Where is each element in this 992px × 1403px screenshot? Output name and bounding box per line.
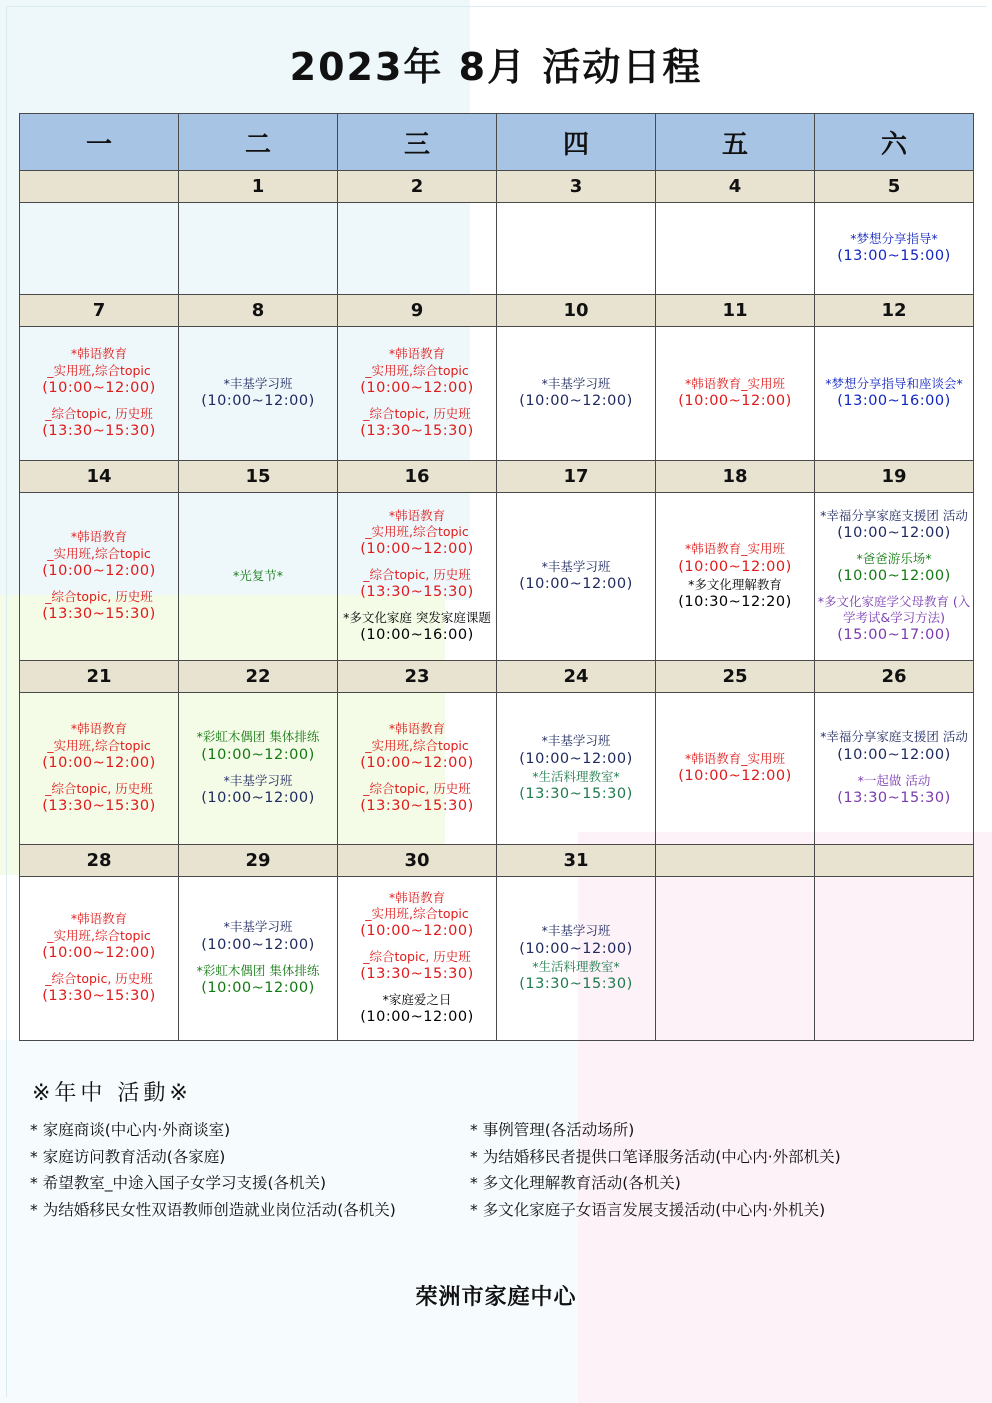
event-time: (10:00~12:00) [678, 768, 792, 785]
date-number [20, 171, 179, 203]
event-time: (13:30~15:30) [42, 797, 156, 814]
event-time: (13:30~15:30) [42, 605, 156, 622]
day-cell [20, 327, 179, 461]
event-time: (10:00~12:00) [519, 940, 633, 957]
event-time: (10:00~12:00) [519, 576, 633, 593]
organization-name: 荣洲市家庭中心 [415, 1285, 577, 1310]
date-number: 10 [497, 295, 656, 327]
date-number: 2 [338, 171, 497, 203]
event-name: *韩语教育 [70, 346, 128, 362]
events-row [20, 693, 974, 845]
event-name: _综合topic, 历史班 [363, 780, 471, 796]
day-cell [656, 877, 815, 1041]
yearly-item: * 多文化家庭子女语言发展支援活动(中心内·外机关) [470, 1197, 841, 1224]
event-name: *多文化家庭 突发家庭课题 [343, 610, 491, 626]
event-name: *丰基学习班 [223, 375, 293, 391]
day-cell [338, 203, 497, 295]
event-time: (10:00~12:00) [519, 750, 633, 767]
day-cell [20, 203, 179, 295]
yearly-item: * 为结婚移民女性双语教师创造就业岗位活动(各机关) [30, 1197, 396, 1224]
date-number: 15 [179, 461, 338, 493]
date-number: 29 [179, 845, 338, 877]
event-time: (10:00~12:00) [678, 393, 792, 410]
event-time: (15:00~17:00) [837, 627, 951, 644]
date-number: 24 [497, 661, 656, 693]
event-name: _实用班,综合topic [47, 362, 151, 378]
date-number: 4 [656, 171, 815, 203]
date-number: 14 [20, 461, 179, 493]
date-number [815, 845, 974, 877]
date-number: 17 [497, 461, 656, 493]
day-cell [338, 877, 497, 1041]
event-name: *一起做 活动 [857, 772, 931, 788]
yearly-item: * 希望教室_中途入国子女学习支援(各机关) [30, 1170, 396, 1197]
event-time: (10:00~12:00) [42, 944, 156, 961]
event-name: *韩语教育 [388, 721, 446, 737]
weekday-header: 一 [20, 114, 179, 171]
event-time: (10:00~12:00) [201, 979, 315, 996]
event-time: (10:00~12:00) [360, 541, 474, 558]
day-cell [656, 327, 815, 461]
event-name: *生活料理教室* [532, 958, 620, 974]
day-cell [497, 203, 656, 295]
day-cell [656, 693, 815, 845]
day-cell [497, 493, 656, 661]
weekday-header: 二 [179, 114, 338, 171]
date-number: 18 [656, 461, 815, 493]
date-number: 5 [815, 171, 974, 203]
event-time: (13:30~15:30) [42, 987, 156, 1004]
event-time: (10:00~12:00) [360, 1009, 474, 1026]
weekday-header: 五 [656, 114, 815, 171]
day-cell [656, 203, 815, 295]
event-name: *韩语教育_实用班 [684, 375, 785, 391]
date-number: 26 [815, 661, 974, 693]
date-number: 11 [656, 295, 815, 327]
event-time: (10:00~12:00) [201, 746, 315, 763]
day-cell [815, 693, 974, 845]
date-number: 7 [20, 295, 179, 327]
calendar-table [19, 113, 974, 1041]
event-time: (10:00~12:00) [201, 789, 315, 806]
date-number: 30 [338, 845, 497, 877]
events-row [20, 203, 974, 295]
day-cell [20, 493, 179, 661]
yearly-item: * 事例管理(各活动场所) [470, 1117, 841, 1144]
day-cell [815, 327, 974, 461]
weekday-header: 三 [338, 114, 497, 171]
day-cell [338, 493, 497, 661]
day-cell [179, 877, 338, 1041]
event-time: (13:30~15:30) [360, 584, 474, 601]
calendar-body [20, 171, 974, 1041]
event-name: _实用班,综合topic [365, 362, 469, 378]
day-cell [179, 203, 338, 295]
day-cell [815, 493, 974, 661]
event-name: *韩语教育_实用班 [684, 541, 785, 557]
event-name: *家庭爱之日 [382, 992, 452, 1008]
events-row [20, 493, 974, 661]
event-time: (10:00~12:00) [837, 524, 951, 541]
day-cell [815, 203, 974, 295]
yearly-list-left [30, 1117, 396, 1224]
date-number: 25 [656, 661, 815, 693]
day-cell [815, 877, 974, 1041]
event-name: _综合topic, 历史班 [363, 405, 471, 421]
event-name: _实用班,综合topic [365, 905, 469, 921]
event-name: *幸福分享家庭支援团 活动 [820, 507, 968, 523]
event-time: (10:00~12:00) [201, 936, 315, 953]
event-time: (13:00~15:00) [837, 248, 951, 265]
event-time: (13:30~15:30) [360, 797, 474, 814]
event-time: (10:00~12:00) [201, 393, 315, 410]
date-row [20, 295, 974, 327]
event-time: (10:00~12:00) [360, 754, 474, 771]
date-number: 12 [815, 295, 974, 327]
date-number: 28 [20, 845, 179, 877]
event-time: (10:00~12:00) [678, 558, 792, 575]
date-row [20, 461, 974, 493]
date-number: 31 [497, 845, 656, 877]
event-name: *韩语教育 [388, 889, 446, 905]
day-cell [179, 493, 338, 661]
date-number: 1 [179, 171, 338, 203]
yearly-list-right [470, 1117, 841, 1224]
event-name: *彩虹木偶团 集体排练 [196, 729, 320, 745]
day-cell [179, 327, 338, 461]
date-row [20, 845, 974, 877]
date-number: 23 [338, 661, 497, 693]
event-name: *多文化家庭学父母教育 (入学考试&学习方法) [817, 593, 971, 626]
date-row [20, 661, 974, 693]
weekday-header: 六 [815, 114, 974, 171]
event-name: *韩语教育_实用班 [684, 750, 785, 766]
yearly-item: * 家庭商谈(中心内·外商谈室) [30, 1117, 396, 1144]
event-name: _综合topic, 历史班 [45, 780, 153, 796]
weekday-header: 四 [497, 114, 656, 171]
date-number: 16 [338, 461, 497, 493]
event-time: (10:00~12:00) [360, 923, 474, 940]
event-name: *梦想分享指导和座谈会* [825, 375, 963, 391]
event-time: (10:00~12:00) [42, 379, 156, 396]
events-row [20, 877, 974, 1041]
event-time: (10:00~12:00) [837, 568, 951, 585]
event-name: *幸福分享家庭支援团 活动 [820, 729, 968, 745]
date-number: 9 [338, 295, 497, 327]
event-name: *丰基学习班 [223, 772, 293, 788]
event-name: *韩语教育 [388, 346, 446, 362]
event-time: (10:30~12:20) [678, 593, 792, 610]
event-name: *韩语教育 [70, 721, 128, 737]
event-time: (10:00~12:00) [360, 379, 474, 396]
day-cell [656, 493, 815, 661]
event-name: *多文化理解教育 [688, 576, 782, 592]
day-cell [338, 327, 497, 461]
day-cell [20, 693, 179, 845]
event-time: (13:30~15:30) [42, 422, 156, 439]
event-time: (10:00~12:00) [42, 754, 156, 771]
event-time: (10:00~12:00) [42, 562, 156, 579]
event-name: _实用班,综合topic [365, 523, 469, 539]
yearly-item: * 为结婚移民者提供口笔译服务活动(中心内·外部机关) [470, 1144, 841, 1171]
weekday-header-row [20, 114, 974, 171]
event-name: *丰基学习班 [541, 375, 611, 391]
event-time: (13:30~15:30) [837, 789, 951, 806]
day-cell [497, 327, 656, 461]
date-number [656, 845, 815, 877]
event-name: _实用班,综合topic [47, 545, 151, 561]
event-name: _综合topic, 历史班 [363, 949, 471, 965]
day-cell [497, 693, 656, 845]
event-time: (10:00~12:00) [837, 746, 951, 763]
event-name: *丰基学习班 [541, 923, 611, 939]
event-time: (10:00~12:00) [519, 393, 633, 410]
event-time: (13:30~15:30) [360, 422, 474, 439]
event-name: *彩虹木偶团 集体排练 [196, 962, 320, 978]
event-name: *丰基学习班 [541, 558, 611, 574]
yearly-item: * 多文化理解教育活动(各机关) [470, 1170, 841, 1197]
event-time: (13:30~15:30) [519, 975, 633, 992]
event-name: *韩语教育 [70, 911, 128, 927]
date-number: 22 [179, 661, 338, 693]
event-name: _综合topic, 历史班 [45, 405, 153, 421]
yearly-activities-heading: ※年中 活動※ [32, 1081, 192, 1106]
date-number: 19 [815, 461, 974, 493]
event-name: _综合topic, 历史班 [363, 567, 471, 583]
event-time: (13:30~15:30) [519, 785, 633, 802]
day-cell [179, 693, 338, 845]
day-cell [20, 877, 179, 1041]
page-title: 2023年 8月 活动日程 [289, 45, 703, 89]
event-name: *丰基学习班 [223, 919, 293, 935]
event-time: (10:00~16:00) [360, 627, 474, 644]
event-name: _综合topic, 历史班 [45, 588, 153, 604]
event-name: *光复节* [232, 568, 283, 584]
event-name: _实用班,综合topic [365, 737, 469, 753]
date-number: 21 [20, 661, 179, 693]
yearly-item: * 家庭访问教育活动(各家庭) [30, 1144, 396, 1171]
event-name: _实用班,综合topic [47, 737, 151, 753]
event-name: *梦想分享指导* [850, 230, 938, 246]
day-cell [497, 877, 656, 1041]
day-cell [338, 693, 497, 845]
event-time: (13:00~16:00) [837, 393, 951, 410]
event-time: (13:30~15:30) [360, 966, 474, 983]
event-name: _综合topic, 历史班 [45, 970, 153, 986]
events-row [20, 327, 974, 461]
date-row [20, 171, 974, 203]
event-name: *生活料理教室* [532, 768, 620, 784]
event-name: _实用班,综合topic [47, 927, 151, 943]
event-name: *爸爸游乐场* [856, 550, 932, 566]
event-name: *韩语教育 [388, 507, 446, 523]
date-number: 3 [497, 171, 656, 203]
event-name: *韩语教育 [70, 529, 128, 545]
event-name: *丰基学习班 [541, 733, 611, 749]
date-number: 8 [179, 295, 338, 327]
